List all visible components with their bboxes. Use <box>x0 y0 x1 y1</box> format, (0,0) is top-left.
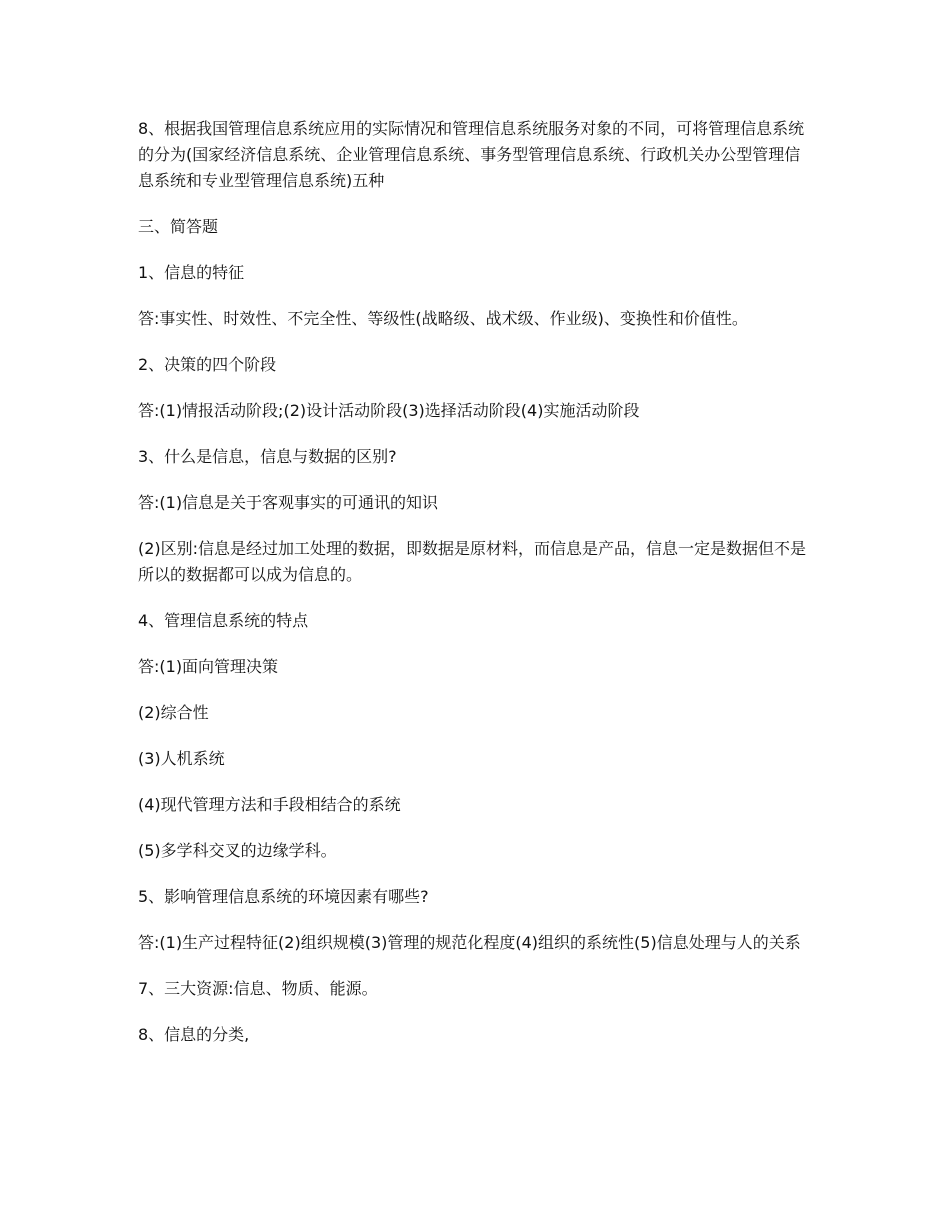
answer-4-item-5: (5)多学科交叉的边缘学科。 <box>138 841 337 860</box>
answer-3-part-2: (2)区别:信息是经过加工处理的数据，即数据是原材料，而信息是产品，信息一定是数据但不是所以的数据都可以成为信息的。 <box>138 539 807 584</box>
section-heading-short-answer: 三、简答题 <box>138 217 219 236</box>
question-2: 2、决策的四个阶段 <box>138 355 277 374</box>
document-body <box>138 116 816 1068</box>
answer-4-item-4: (4)现代管理方法和手段相结合的系统 <box>138 795 401 814</box>
answer-2: 答:(1)情报活动阶段;(2)设计活动阶段(3)选择活动阶段(4)实施活动阶段 <box>138 401 640 420</box>
answer-4-item-3: (3)人机系统 <box>138 749 225 768</box>
paragraph-mis-classification: 8、根据我国管理信息系统应用的实际情况和管理信息系统服务对象的不同，可将管理信息系统的分为(国家经济信息系统、企业管理信息系统、事务型管理信息系统、行政机关办公型管理信息系统和专业型管理信息系统)五种 <box>138 119 805 190</box>
answer-1: 答:事实性、时效性、不完全性、等级性(战略级、战术级、作业级)、变换性和价值性。 <box>138 309 748 328</box>
question-7: 7、三大资源:信息、物质、能源。 <box>138 979 378 998</box>
answer-3-part-1: 答:(1)信息是关于客观事实的可通讯的知识 <box>138 493 439 512</box>
question-5: 5、影响管理信息系统的环境因素有哪些? <box>138 887 429 906</box>
answer-5: 答:(1)生产过程特征(2)组织规模(3)管理的规范化程度(4)组织的系统性(5)信息处理与人的关系 <box>138 933 801 952</box>
answer-4-item-1: 答:(1)面向管理决策 <box>138 657 279 676</box>
question-3: 3、什么是信息，信息与数据的区别? <box>138 447 397 466</box>
question-8: 8、信息的分类, <box>138 1025 250 1044</box>
question-4: 4、管理信息系统的特点 <box>138 611 309 630</box>
answer-4-item-2: (2)综合性 <box>138 703 209 722</box>
question-1: 1、信息的特征 <box>138 263 245 282</box>
